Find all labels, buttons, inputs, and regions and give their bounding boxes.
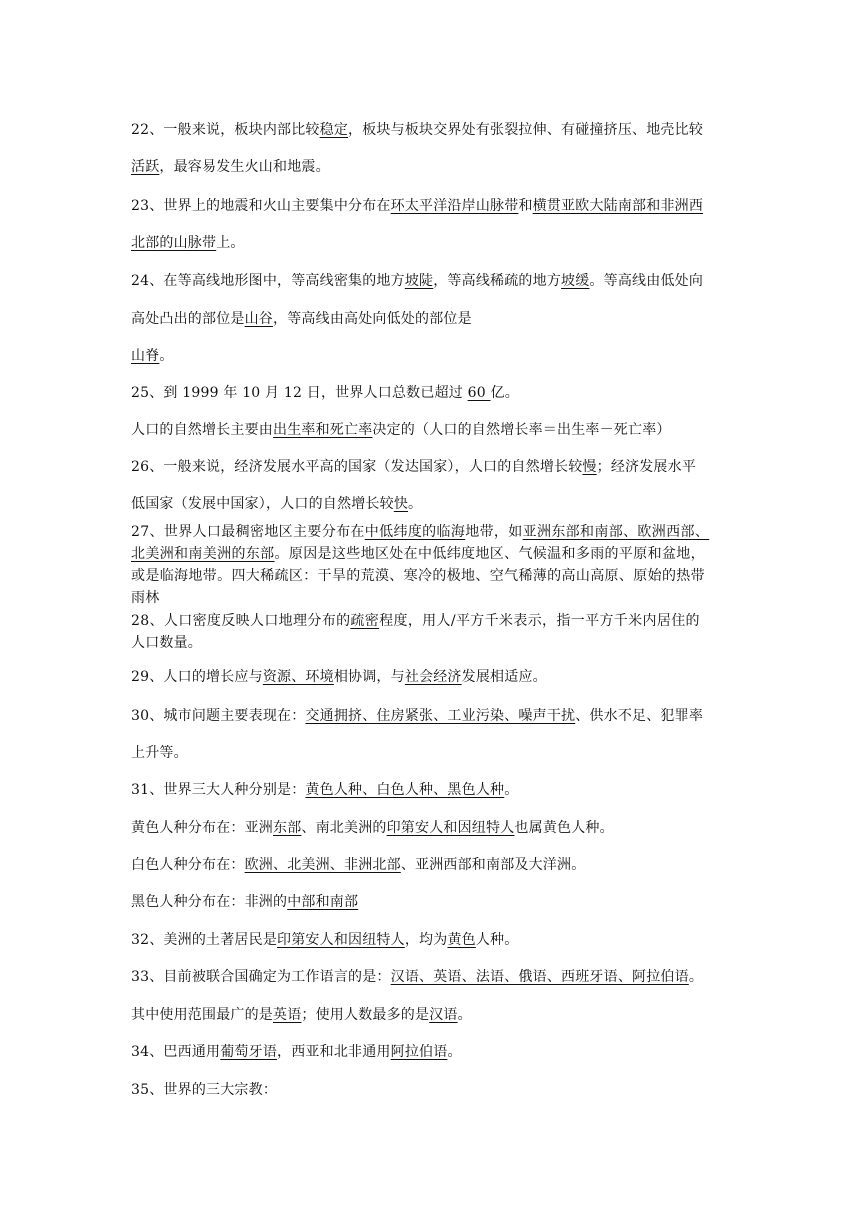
text-segment: ，板块与板块交界处有张裂拉伸、有碰撞挤压、地壳比较 — [348, 122, 704, 138]
underlined-answer: 黄色人种、白色人种、黑色人种 — [305, 782, 505, 798]
text-line — [131, 157, 330, 177]
text-line — [131, 855, 585, 875]
text-segment: 。 — [504, 782, 519, 798]
text-line — [131, 1080, 277, 1100]
underlined-answer: 英语 — [273, 1007, 302, 1023]
underlined-answer: 疏密 — [350, 613, 380, 629]
underlined-answer: 山谷 — [244, 311, 274, 327]
text-line — [131, 494, 422, 514]
text-line — [131, 346, 174, 366]
text-line — [131, 457, 696, 477]
text-line — [131, 892, 358, 912]
text-line — [131, 383, 519, 403]
text-segment: 。等高线由低处向 — [589, 273, 704, 289]
text-segment: 、亚洲西部和南部及大洋洲。 — [400, 857, 586, 873]
underlined-answer: 阿拉伯语 — [390, 1044, 448, 1060]
text-line — [131, 566, 705, 586]
text-segment: 26、一般来说，经济发展水平高的国家（发达国家），人口的自然增长较 — [131, 459, 583, 475]
text-segment: 上。 — [216, 235, 245, 251]
text-segment: 30、城市问题主要表现在： — [131, 708, 306, 724]
underlined-answer: 欧洲、北美洲、非洲北部 — [244, 857, 401, 873]
underlined-answer: 快 — [393, 496, 409, 512]
text-segment: ，均为 — [404, 932, 448, 948]
text-segment: 低国家（发展中国家），人口的自然增长较 — [131, 496, 394, 512]
text-line — [131, 1005, 472, 1025]
underlined-answer: 60 — [467, 385, 491, 401]
text-segment: 人口的自然增长主要由 — [131, 422, 273, 438]
underlined-answer: 活跃 — [131, 159, 160, 175]
text-line — [131, 420, 671, 440]
text-segment: 。 — [688, 969, 704, 985]
text-segment: 。 — [408, 496, 423, 512]
text-segment: 也属黄色人种。 — [514, 820, 614, 836]
text-segment: ，最容易发生火山和地震。 — [159, 159, 330, 175]
text-segment: ，西亚和北非通用 — [277, 1044, 391, 1060]
text-segment: 其中使用范围最广的是 — [131, 1007, 273, 1023]
text-segment: 27、世界人口最稠密地区主要分布在 — [131, 524, 365, 540]
text-segment: 34、巴西通用 — [131, 1044, 221, 1060]
text-line — [131, 743, 188, 763]
underlined-answer: 坡缓 — [561, 273, 590, 289]
text-segment: ，等高线稀疏的地方 — [433, 273, 562, 289]
text-segment: 33、目前被联合国确定为工作语言的是： — [131, 969, 391, 985]
text-line — [131, 667, 547, 687]
text-line — [131, 633, 202, 653]
text-segment: 29、人口的增长应与 — [131, 669, 263, 685]
text-line — [131, 611, 700, 631]
text-segment: 25、到 1999 年 10 月 12 日，世界人口总数已超过 — [131, 385, 468, 401]
text-segment: 相协调，与 — [333, 669, 405, 685]
underlined-answer: 亚洲东部和南部、欧洲西部、 — [522, 524, 710, 540]
text-segment: 28、人口密度反映人口地理分布的 — [131, 613, 351, 629]
text-segment: 发展相适应。 — [461, 669, 547, 685]
text-segment: ；使用人数最多的是 — [301, 1007, 430, 1023]
text-segment: 23、世界上的地震和火山主要集中分布在 — [131, 198, 391, 214]
text-line — [131, 1042, 462, 1062]
text-line — [131, 780, 518, 800]
underlined-answer: 资源、环境 — [262, 669, 334, 685]
text-segment: 24、在等高线地形图中，等高线密集的地方 — [131, 273, 405, 289]
underlined-answer: 出生率和死亡率 — [273, 422, 373, 438]
text-segment: ；经济发展水平 — [596, 459, 697, 475]
text-line — [131, 818, 614, 838]
text-segment: 高处凸出的部位是 — [131, 311, 245, 327]
text-segment: 。 — [159, 348, 174, 364]
underlined-answer: 横贯亚欧大陆南部和非洲西 — [532, 198, 704, 214]
underlined-answer: 环太平洋沿岸山脉带 — [390, 198, 519, 214]
text-segment: ，等高线由高处向低处的部位是 — [273, 311, 472, 327]
text-line — [131, 588, 159, 608]
underlined-answer: 北部的山脉带 — [131, 235, 217, 251]
underlined-answer: 慢 — [582, 459, 597, 475]
underlined-answer: 黄色 — [447, 932, 476, 948]
text-segment: 、供水不足、犯罪率 — [575, 708, 704, 724]
text-line — [131, 967, 703, 987]
underlined-answer: 汉语 — [429, 1007, 458, 1023]
text-line — [131, 233, 245, 253]
text-segment: 决定的（人口的自然增长率＝出生率－死亡率） — [372, 422, 671, 438]
underlined-answer: 汉语、英语、法语、俄语、西班牙语、阿拉伯语 — [390, 969, 689, 985]
text-segment: 黄色人种分布在：亚洲 — [131, 820, 273, 836]
underlined-answer: 山脊 — [131, 348, 160, 364]
text-segment: 白色人种分布在： — [131, 857, 245, 873]
text-segment: 雨林 — [131, 590, 160, 606]
underlined-answer: 社会经济 — [404, 669, 462, 685]
underlined-answer: 交通拥挤、住房紧张、工业污染、噪声干扰 — [305, 708, 576, 724]
text-segment: 亿。 — [490, 385, 519, 401]
text-segment: 。 — [447, 1044, 462, 1060]
text-segment: 人种。 — [475, 932, 519, 948]
underlined-answer: 稳定 — [319, 122, 349, 138]
text-segment: 35、世界的三大宗教： — [131, 1082, 278, 1098]
text-segment: 22、一般来说，板块内部比较 — [131, 122, 320, 138]
text-line — [131, 522, 709, 542]
text-line — [131, 706, 703, 726]
underlined-answer: 坡陡 — [404, 273, 434, 289]
text-segment: 。 — [457, 1007, 472, 1023]
text-segment: 。原因是这些地区处在中低纬度地区、气候温和多雨的平原和盆地， — [274, 546, 705, 562]
underlined-answer: 北美洲和南美洲的东部 — [131, 546, 275, 562]
text-segment: 人口数量。 — [131, 635, 202, 651]
underlined-answer: 印第安人和因纽特人 — [277, 932, 405, 948]
text-segment: 32、美洲的土著居民是 — [131, 932, 278, 948]
text-line — [131, 544, 705, 564]
text-segment: 上升等。 — [131, 745, 188, 761]
text-line — [131, 930, 518, 950]
underlined-answer: 东部 — [273, 820, 302, 836]
text-line — [131, 196, 703, 216]
text-segment: 程度，用人/平方千米表示，指一平方千米内居住的 — [379, 613, 700, 629]
text-segment: 和 — [518, 198, 533, 214]
text-segment: 黑色人种分布在：非洲的 — [131, 894, 288, 910]
underlined-answer: 中部和南部 — [287, 894, 359, 910]
text-segment: 31、世界三大人种分别是： — [131, 782, 306, 798]
text-line — [131, 309, 472, 329]
text-line — [131, 271, 703, 291]
underlined-answer: 中低纬度的临海 — [364, 524, 466, 540]
text-segment: 地带，如 — [465, 524, 523, 540]
text-segment: 或是临海地带。四大稀疏区：干旱的荒漠、寒冷的极地、空气稀薄的高山高原、原始的热带 — [131, 568, 705, 584]
underlined-answer: 印第安人和因纽特人 — [386, 820, 515, 836]
text-line — [131, 120, 703, 140]
text-segment: 、南北美洲的 — [301, 820, 387, 836]
underlined-answer: 葡萄牙语 — [220, 1044, 278, 1060]
